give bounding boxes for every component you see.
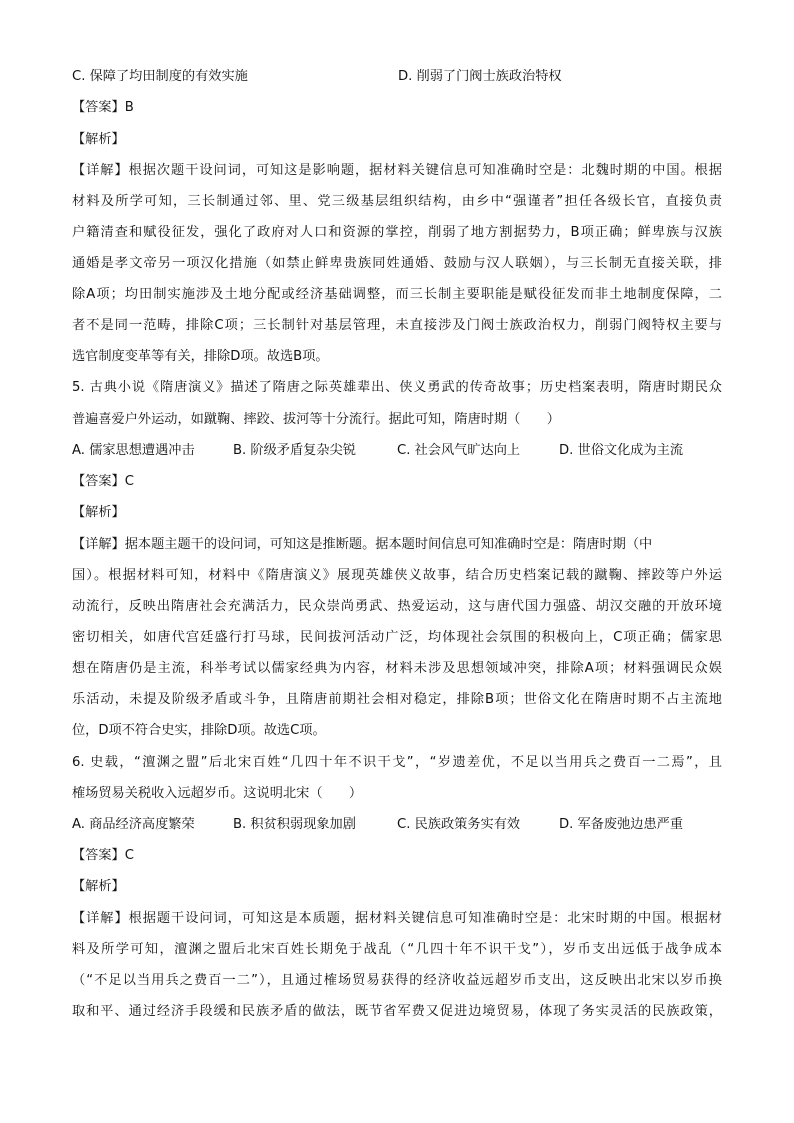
q5-answer: 【答案】C — [72, 474, 134, 489]
q5-detail-line: 【详解】据本题主题干的设问词，可知这是推断题。据本题时间信息可知准确时空是：隋唐时期（中 — [72, 537, 653, 552]
q5-stem-line: 5. 古典小说《隋唐演义》描述了隋唐之际英雄辈出、侠义勇武的传奇故事；历史档案表明，隋唐时期民众 — [72, 380, 722, 395]
q4-answer: 【答案】B — [72, 100, 134, 115]
q5-detail-line: 国）。根据材料可知，材料中《隋唐演义》展现英雄侠义故事，结合历史档案记载的蹴鞠、摔跤等户外运 — [72, 568, 722, 583]
q6-answer: 【答案】C — [72, 848, 134, 863]
q4-option-d: D. 削弱了门阀士族政治特权 — [398, 69, 562, 84]
q6-analysis-label: 【解析】 — [72, 879, 125, 894]
q4-detail-line: 【详解】根据次题干设问词，可知这是影响题，据材料关键信息可知准确时空是：北魏时期的中国。根据 — [72, 163, 722, 178]
q6-detail-line: 取和平、通过经济手段缓和民族矛盾的做法，既节省军费又促进边境贸易，体现了务实灵活的民族政策， — [72, 1004, 722, 1019]
q6-detail-line: 【详解】根据题干设问词，可知这是本质题，据材料关键信息可知准确时空是：北宋时期的中国。根据材 — [72, 911, 722, 926]
q5-detail-line: 想在隋唐仍是主流，科举考试以儒家经典为内容，材料未涉及思想领域冲突，排除A项；材料强调民众娱 — [72, 661, 722, 676]
q4-detail-line: 选官制度变革等有关，排除D项。故选B项。 — [72, 349, 329, 364]
q6-option-c: C. 民族政策务实有效 — [397, 817, 521, 832]
q5-option-c: C. 社会风气旷达向上 — [397, 443, 521, 458]
q4-detail-line: 通婚是孝文帝另一项汉化措施（如禁止鲜卑贵族同姓通婚、鼓励与汉人联姻），与三长制无直接关联，排 — [72, 256, 722, 271]
q6-stem-line: 6. 史载，“澶渊之盟”后北宋百姓“几四十年不识干戈”，“岁遗差优，不足以当用兵之费百一二焉”，且 — [72, 755, 722, 770]
q5-detail-line: 密切相关，如唐代宫廷盛行打马球，民间拔河活动广泛，均体现社会氛围的积极向上，C项正确；儒家思 — [72, 630, 722, 645]
q4-detail-line: 户籍清查和赋役征发，强化了政府对人口和资源的掌控，削弱了地方割据势力，B项正确；鲜卑族与汉族 — [72, 225, 722, 240]
q5-detail-line: 位，D项不符合史实，排除D项。故选C项。 — [72, 723, 326, 738]
q5-detail-line: 动流行，反映出隋唐社会充满活力，民众崇尚勇武、热爱运动，这与唐代国力强盛、胡汉交融的开放环境 — [72, 599, 722, 614]
q5-stem-line: 普遍喜爱户外运动，如蹴鞠、摔跤、拔河等十分流行。据此可知，隋唐时期（ ） — [72, 412, 560, 427]
q5-option-d: D. 世俗文化成为主流 — [559, 443, 684, 458]
q6-option-b: B. 积贫积弱现象加剧 — [233, 817, 356, 832]
q6-stem-line: 榷场贸易关税收入远超岁币。这说明北宋（ ） — [72, 786, 363, 801]
q5-option-b: B. 阶级矛盾复杂尖锐 — [233, 443, 356, 458]
q5-analysis-label: 【解析】 — [72, 505, 125, 520]
q4-detail-line: 材料及所学可知，三长制通过邻、里、党三级基层组织结构，由乡中“强谨者”担任各级长官，直接负责 — [72, 194, 722, 209]
q4-detail-line: 者不是同一范畴，排除C项；三长制针对基层管理，未直接涉及门阀士族政治权力，削弱门阀特权主要与 — [72, 318, 722, 333]
q6-option-d: D. 军备废弛边患严重 — [559, 817, 684, 832]
q6-detail-line: （“不足以当用兵之费百一二”），且通过榷场贸易获得的经济收益远超岁币支出，这反映出北宋以岁币换 — [72, 973, 722, 988]
q6-detail-line: 料及所学可知，澶渊之盟后北宋百姓长期免于战乱（“几四十年不识干戈”），岁币支出远低于战争成本 — [72, 942, 722, 957]
q4-detail-line: 除A项；均田制实施涉及土地分配或经济基础调整，而三长制主要职能是赋役征发而非土地制度保障，二 — [72, 287, 722, 302]
q4-analysis-label: 【解析】 — [72, 132, 125, 147]
q4-option-c: C. 保障了均田制度的有效实施 — [72, 69, 248, 84]
q5-option-a: A. 儒家思想遭遇冲击 — [72, 443, 195, 458]
q6-option-a: A. 商品经济高度繁荣 — [72, 817, 195, 832]
q5-detail-line: 乐活动，未提及阶级矛盾或斗争，且隋唐前期社会相对稳定，排除B项；世俗文化在隋唐时期不占主流地 — [72, 692, 722, 707]
